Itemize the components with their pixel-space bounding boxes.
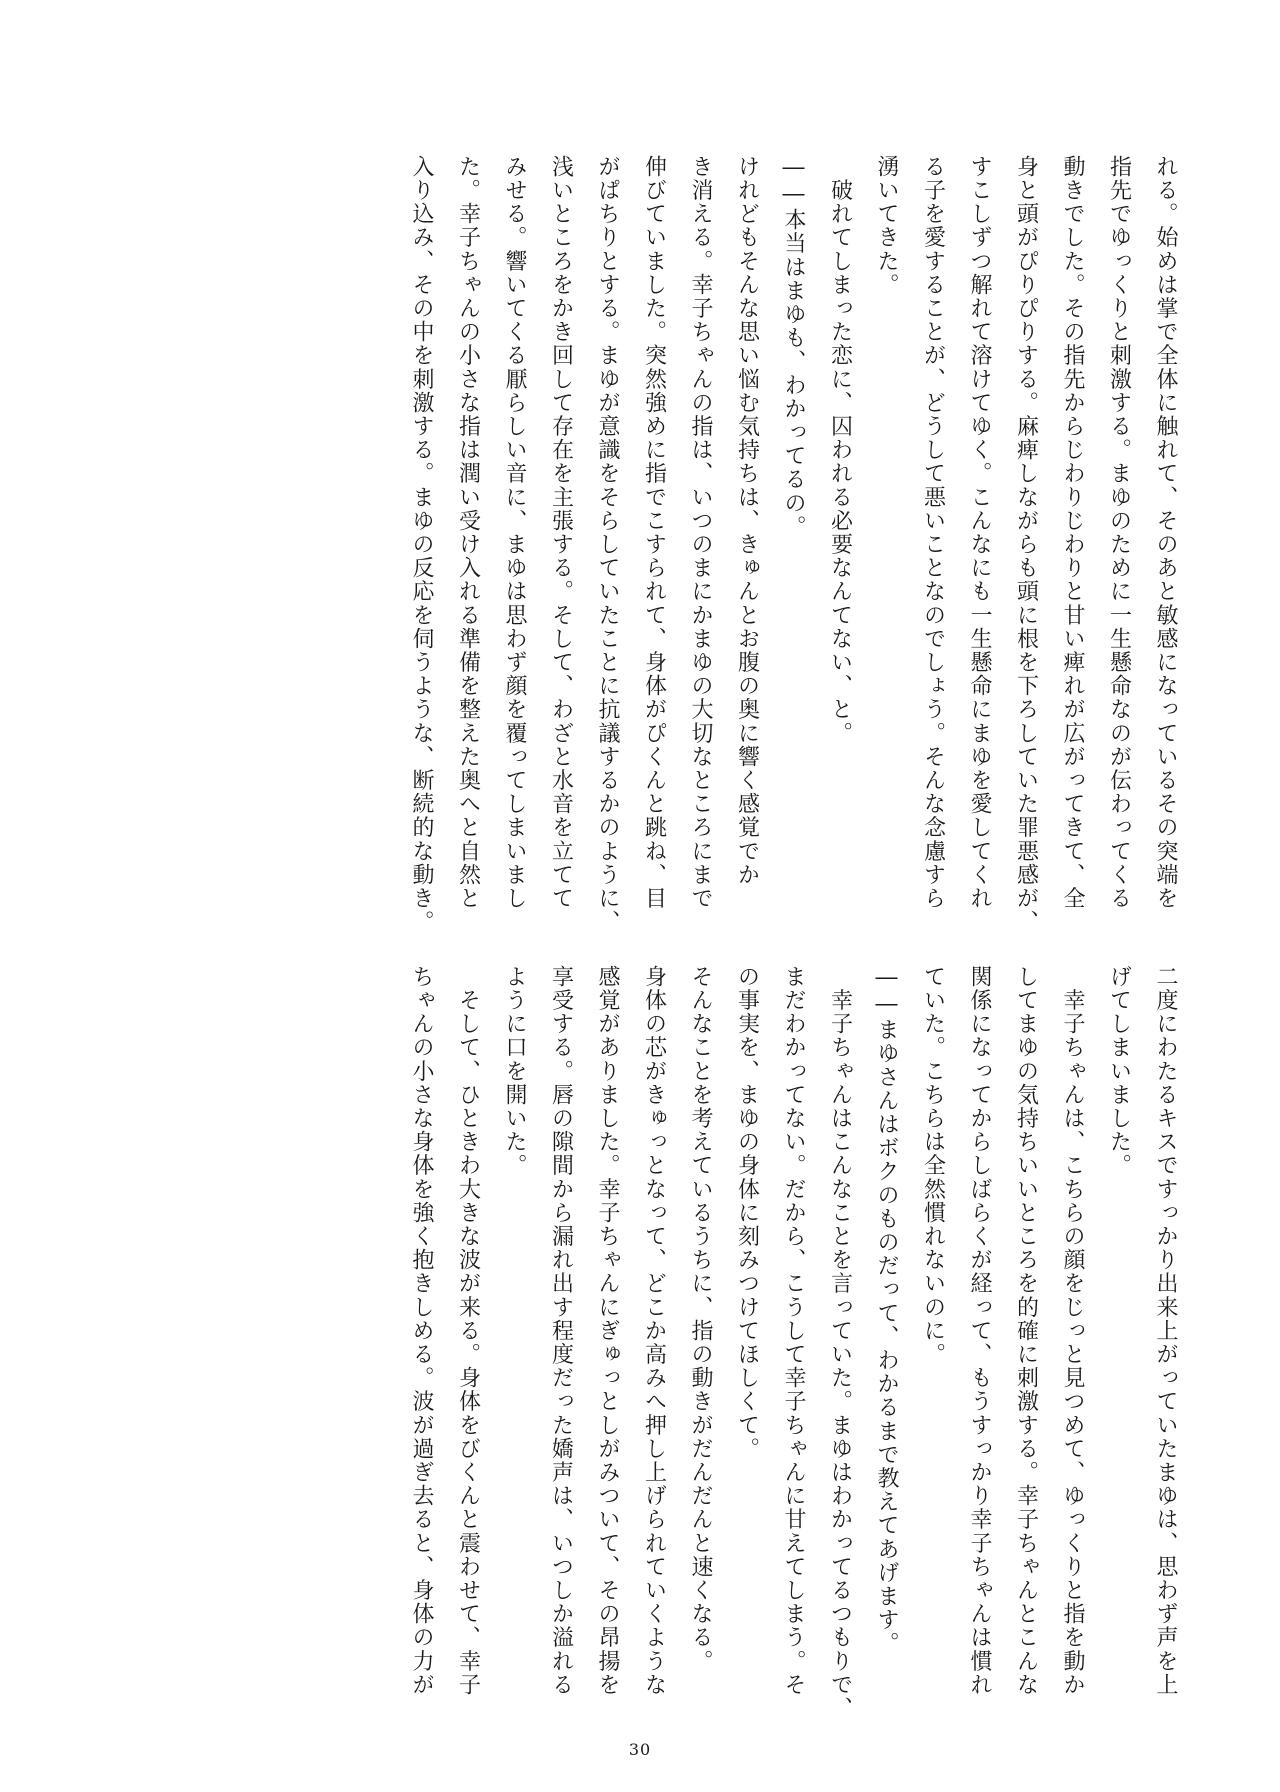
page-number: 30	[628, 1740, 652, 1759]
text-column: 関係になってからしばらくが経って、もうすっかり幸子ちゃんは慣れ	[967, 965, 992, 1697]
text-column: 身と頭がぴりぴりする。麻痺しながらも頭に根を下ろしていた罪悪感が、	[1013, 155, 1039, 934]
text-column: 入り込み、その中を刺激する。まゆの反応を伺うような、断続的な動き。	[409, 155, 434, 934]
text-column: ていた。こちらは全然慣れないのに。	[920, 965, 946, 1367]
text-column: 身体の芯がきゅっとなって、どこか高みへ押し上げられていくような	[641, 965, 667, 1697]
text-column: けれどもそんな思い悩む気持ちは、きゅんとお腹の奥に響く感覚でか	[734, 155, 760, 887]
text-column: れる。始めは掌で全体に触れて、そのあと敏感になっているその突端を	[1153, 155, 1178, 911]
text-column: みせる。響いてくる厭らしい音に、まゆは思わず顔を覆ってしまいまし	[502, 155, 527, 911]
text-column: ように口を開いた。	[502, 965, 527, 1178]
text-column: 浅いところをかき回して存在を主張する。そして、わざと水音を立てて	[548, 155, 574, 911]
text-column: た。幸子ちゃんの小さな指は潤い受け入れる準備を整えた奥へと自然と	[455, 155, 481, 911]
text-column: 伸びていました。突然強めに指でこすられて、身体がぴくんと跳ね、目	[641, 155, 667, 911]
text-column: そんなことを考えているうちに、指の動きがだんだんと速くなる。	[688, 965, 713, 1673]
top-text-block	[398, 155, 1189, 934]
text-column: 破れてしまった恋に、囚われる必要なんてない、と。	[827, 155, 853, 745]
text-column: ちゃんの小さな身体を強く抱きしめる。波が過ぎ去ると、身体の力が	[409, 965, 434, 1697]
text-column: してまゆの気持ちいいところを的確に刺激する。幸子ちゃんとこんな	[1013, 965, 1039, 1697]
text-column: 幸子ちゃんはこんなことを言っていた。まゆはわかってるつもりで、	[827, 965, 853, 1721]
text-column: 感覚がありました。幸子ちゃんにぎゅっとしがみついて、その昂揚を	[595, 965, 620, 1697]
text-column: げてしまいました。	[1106, 965, 1132, 1178]
text-column: る子を愛することが、どうして悪いことなのでしょう。そんな念慮すら	[920, 155, 946, 911]
text-column: 二度にわたるキスですっかり出来上がっていたまゆは、思わず声を上	[1153, 965, 1178, 1697]
text-column: 指先でゆっくりと刺激する。まゆのために一生懸命なのが伝わってくる	[1106, 155, 1132, 911]
text-column: ――まゆさんはボクのものだって、わかるまで教えてあげます。	[874, 965, 899, 1656]
bottom-text-block	[398, 965, 1189, 1721]
text-column: 湧いてきた。	[874, 155, 899, 297]
text-column: そして、ひときわ大きな波が来る。身体をびくんと震わせて、幸子	[455, 965, 481, 1697]
text-column: 動きでした。その指先からじわりじわりと甘い痺れが広がってきて、全	[1060, 155, 1085, 911]
text-column: 幸子ちゃんは、こちらの顔をじっと見つめて、ゆっくりと指を動か	[1060, 965, 1085, 1697]
text-column: まだわかってない。だから、こうして幸子ちゃんに甘えてしまう。そ	[781, 965, 806, 1697]
text-column: き消える。幸子ちゃんの指は、いつのまにかまゆの大切なところにまで	[688, 155, 713, 911]
text-column: すこしずつ解れて溶けてゆく。こんなにも一生懸命にまゆを愛してくれ	[967, 155, 992, 911]
text-column: がぱちりとする。まゆが意識をそらしていたことに抗議するかのように、	[595, 155, 620, 934]
text-column: ――本当はまゆも、わかってるの。	[781, 155, 806, 539]
text-column: の事実を、まゆの身体に刻みつけてほしくて。	[734, 965, 760, 1461]
text-column: 享受する。唇の隙間から漏れ出す程度だった嬌声は、いつしか溢れる	[548, 965, 574, 1697]
